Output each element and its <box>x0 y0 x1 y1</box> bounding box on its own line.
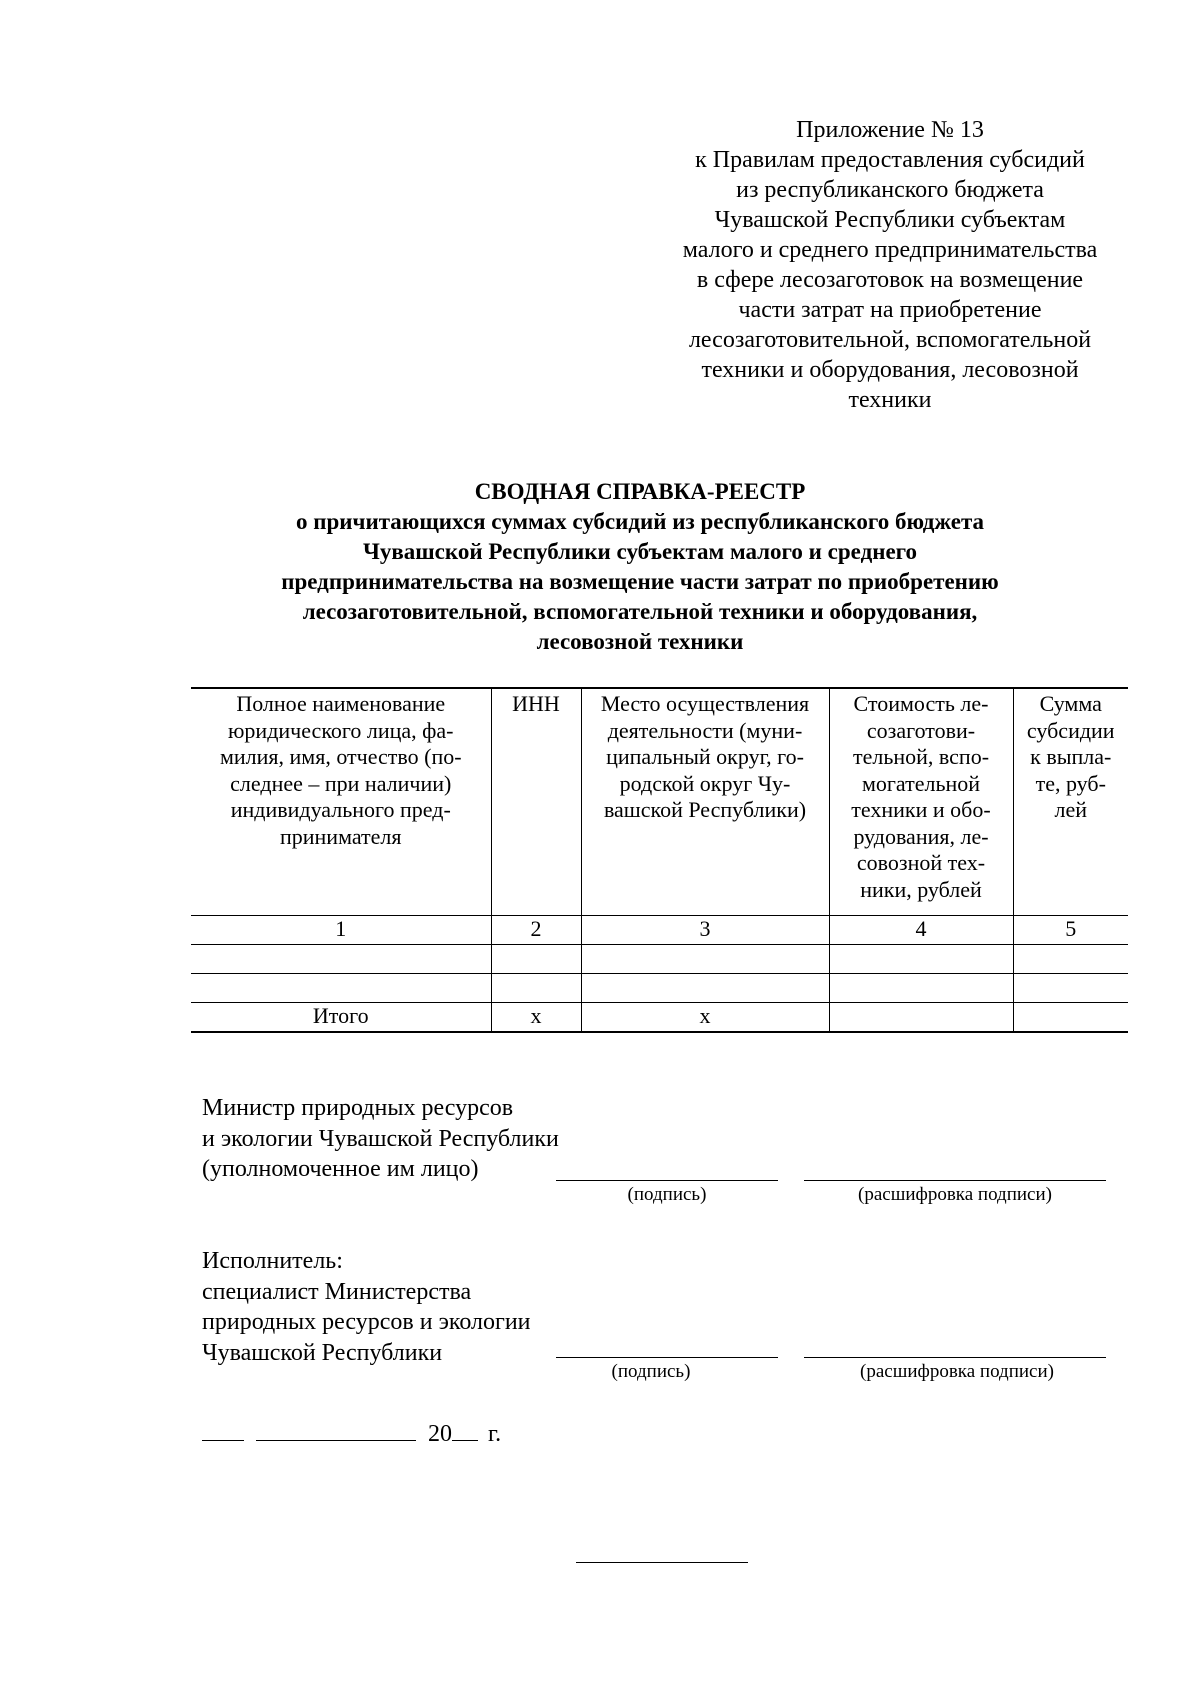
table-row <box>191 945 1128 974</box>
table-total-row <box>191 1003 1128 1033</box>
minister-signature-line[interactable] <box>556 1180 778 1181</box>
appendix-line: Приложение № 13 <box>796 117 984 143</box>
appendix-line: малого и среднего предпринимательства <box>682 237 1098 263</box>
table-cell[interactable] <box>581 945 829 974</box>
year-blank[interactable] <box>452 1418 478 1441</box>
table-cell[interactable] <box>491 974 581 1003</box>
minister-decode-caption: (расшифровка подписи) <box>858 1184 1052 1205</box>
appendix-header <box>650 115 1130 415</box>
header-cell-location: Место осуществления деятельности (муни- ципальный округ, го- родской округ Чу- вашской Республики) <box>581 688 829 916</box>
table-cell[interactable] <box>829 945 1013 974</box>
total-label: Итого <box>191 1003 491 1033</box>
month-blank[interactable] <box>256 1418 416 1441</box>
header-cell-subsidy: Сумма субсидии к выпла- те, руб- лей <box>1013 688 1128 916</box>
table-column-numbers-row <box>191 916 1128 945</box>
appendix-line: части затрат на приобретение <box>738 297 1042 323</box>
table-cell[interactable] <box>191 945 491 974</box>
appendix-line: техники и оборудования, лесовозной <box>701 357 1079 383</box>
date-field <box>202 1418 501 1448</box>
year-suffix: г. <box>488 1421 502 1447</box>
table-cell[interactable] <box>829 974 1013 1003</box>
column-number: 4 <box>829 916 1013 945</box>
registry-table <box>191 687 1128 1033</box>
total-cell: х <box>491 1003 581 1033</box>
minister-signature-caption: (подпись) <box>627 1184 707 1205</box>
executor-signature-line[interactable] <box>556 1357 778 1358</box>
document-title <box>190 477 1090 657</box>
total-cell: х <box>581 1003 829 1033</box>
header-cell-inn: ИНН <box>491 688 581 916</box>
table-cell[interactable] <box>581 974 829 1003</box>
minister-decode-line[interactable] <box>804 1180 1106 1181</box>
appendix-line: лесозаготовительной, вспомогательной <box>688 327 1092 353</box>
table-cell[interactable] <box>1013 974 1128 1003</box>
table-cell[interactable] <box>491 945 581 974</box>
executor-decode-caption: (расшифровка подписи) <box>860 1361 1054 1382</box>
column-number: 5 <box>1013 916 1128 945</box>
title-line: лесозаготовительной, вспомогательной техники и оборудования, <box>302 599 978 624</box>
header-cell-name: Полное наименование юридического лица, фа- милия, имя, отчество (по- следнее – при наличии) индивидуального пред- принимателя <box>191 688 491 916</box>
title-line: о причитающихся суммах субсидий из республиканского бюджета <box>295 509 985 534</box>
title-line: лесовозной техники <box>536 629 744 654</box>
column-number: 2 <box>491 916 581 945</box>
table-row <box>191 974 1128 1003</box>
year-prefix: 20 <box>428 1421 452 1447</box>
title-line: Чувашской Республики субъектам малого и среднего <box>362 539 918 564</box>
appendix-line: Чувашской Республики субъектам <box>714 207 1066 233</box>
day-blank[interactable] <box>202 1418 244 1441</box>
total-cell[interactable] <box>829 1003 1013 1033</box>
table-header-row <box>191 688 1128 916</box>
executor-signature-caption: (подпись) <box>611 1361 691 1382</box>
appendix-line: из республиканского бюджета <box>736 177 1044 203</box>
appendix-line: техники <box>848 387 932 413</box>
column-number: 3 <box>581 916 829 945</box>
footer-divider <box>576 1562 748 1563</box>
appendix-line: в сфере лесозаготовок на возмещение <box>696 267 1084 293</box>
table-cell[interactable] <box>1013 945 1128 974</box>
column-number: 1 <box>191 916 491 945</box>
total-cell[interactable] <box>1013 1003 1128 1033</box>
executor-signature-label: Исполнитель: специалист Министерства природных ресурсов и экологии Чувашской Республики <box>202 1248 531 1366</box>
header-cell-cost: Стоимость ле- созаготови- тельной, вспо- могательной техники и обо- рудования, ле- совозной тех- ники, рублей <box>829 688 1013 916</box>
executor-decode-line[interactable] <box>804 1357 1106 1358</box>
table-cell[interactable] <box>191 974 491 1003</box>
title-line: предпринимательства на возмещение части затрат по приобретению <box>281 569 999 594</box>
appendix-line: к Правилам предоставления субсидий <box>695 147 1085 173</box>
minister-signature-label: Министр природных ресурсов и экологии Чувашской Республики (уполномоченное им лицо) <box>202 1095 559 1182</box>
title-main: СВОДНАЯ СПРАВКА-РЕЕСТР <box>474 479 806 504</box>
